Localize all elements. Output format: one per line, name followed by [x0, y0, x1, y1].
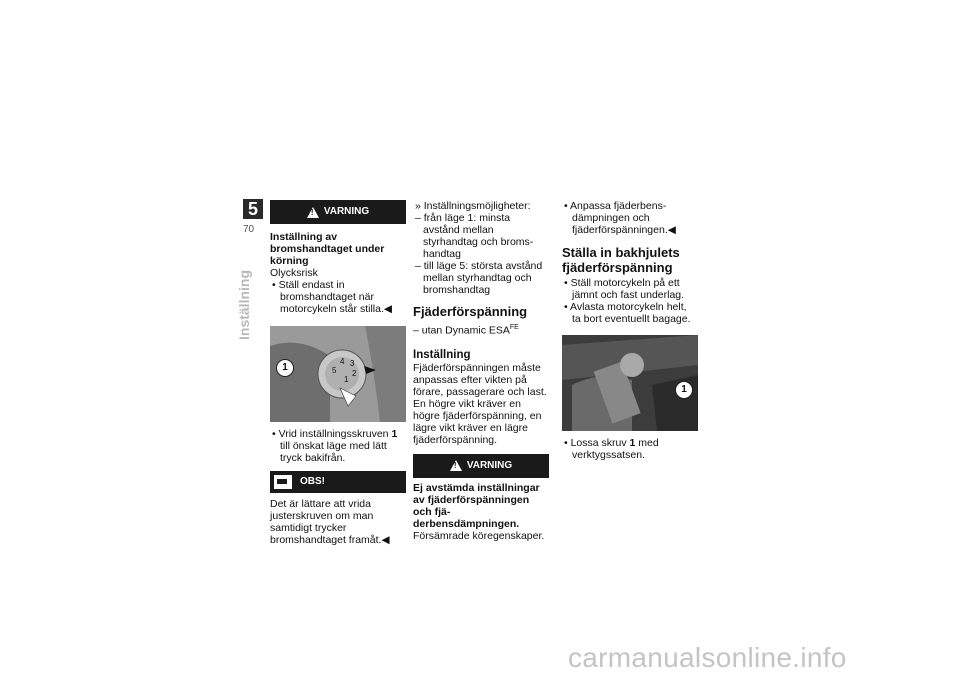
- body-text: Fjäderförspänningen måste anpassas efter vikten på förare, passagerare och last. En högre vikt kräver en högre fjäderförspänning, en lägre vikt kräver en lägre fjäderförspänning.: [413, 361, 547, 446]
- warning-risk: Olycksrisk: [270, 267, 318, 279]
- watermark: carmanualsonline.info: [568, 642, 847, 673]
- warning-banner-2: [413, 454, 549, 478]
- step-number: 1: [391, 428, 398, 440]
- photo-callout-1: 1: [276, 359, 294, 377]
- variant-text: – utan Dynamic ESA: [413, 324, 510, 337]
- column-3: [562, 200, 698, 461]
- step-text-rest: med verktygssatsen.: [572, 437, 659, 461]
- step-loosen-screw: [562, 437, 698, 461]
- warning-text-2: Försämrade köregenskaper.: [413, 529, 545, 542]
- scale-mark-1: 1: [344, 375, 349, 384]
- warning-label: VARNING: [323, 206, 370, 217]
- warning-label-2: VARNING: [466, 459, 513, 471]
- section-heading: Fjäderförspänning: [413, 304, 528, 319]
- note-text: Det är lättare att vrida justerskruven om man samtidigt trycker bromshandtaget framåt.◀: [270, 498, 390, 546]
- column-1: [270, 200, 406, 546]
- note-banner: [270, 471, 406, 493]
- variant-note: [413, 322, 549, 337]
- note-icon: [274, 475, 292, 489]
- chapter-number: 5: [243, 199, 263, 219]
- warning-bullet: • Ställ endast in bromshandtaget när motorcykeln står stilla.◀: [272, 279, 392, 315]
- step-number: 1: [629, 437, 636, 449]
- warning-banner: [270, 200, 406, 224]
- result-line: » Inställningsmöjligheter:: [415, 200, 531, 212]
- scale-mark-4: 4: [340, 357, 345, 366]
- variant-code: FE: [509, 324, 519, 331]
- bullet-level-ground: • Ställ motorcykeln på ett jämnt och fast underlag.: [564, 277, 685, 301]
- page-number: 70: [243, 224, 255, 235]
- option-2: – till läge 5: största avstånd mellan styrhandtag och bromshandtag: [415, 260, 543, 296]
- scale-mark-3: 3: [350, 359, 355, 368]
- photo-callout-1: 1: [675, 381, 693, 399]
- column-2: [413, 200, 549, 542]
- rear-preload-heading: Ställa in bakhjulets fjäderförspänning: [562, 245, 680, 275]
- option-1: – från läge 1: minsta avstånd mellan styrhandtag och bromshandtag: [415, 212, 534, 260]
- brake-lever-photo: [270, 326, 406, 422]
- bullet-unload: • Avlasta motorcykeln helt, ta bort eventuellt bagage.: [564, 301, 691, 325]
- subsection-heading: Inställning: [413, 348, 471, 361]
- scale-mark-5: 5: [332, 366, 337, 375]
- scale-mark-2: 2: [352, 369, 357, 378]
- note-label: OBS!: [300, 476, 325, 487]
- step-turn-screw: [270, 428, 406, 464]
- warning-title: Inställning av bromshandtaget under körning: [270, 231, 385, 267]
- bullet-adjust-damping: • Anpassa fjäderbensdämpningen och fjäderförspänningen.◀: [564, 200, 676, 236]
- rear-shock-photo: [562, 335, 698, 431]
- warning-triangle-icon: [307, 207, 319, 218]
- chapter-title: Inställning: [236, 270, 252, 340]
- warning-title-2: Ej avstämda inställningar av fjäderförspänningen och fjäderbensdämpningen.: [413, 481, 540, 530]
- step-text-rest: till önskat läge med lätt tryck bakifrån.: [280, 440, 387, 464]
- step-text: • Vrid inställningsskruven: [272, 428, 392, 440]
- warning-triangle-icon: [450, 460, 462, 471]
- step-text: • Lossa skruv: [564, 437, 630, 449]
